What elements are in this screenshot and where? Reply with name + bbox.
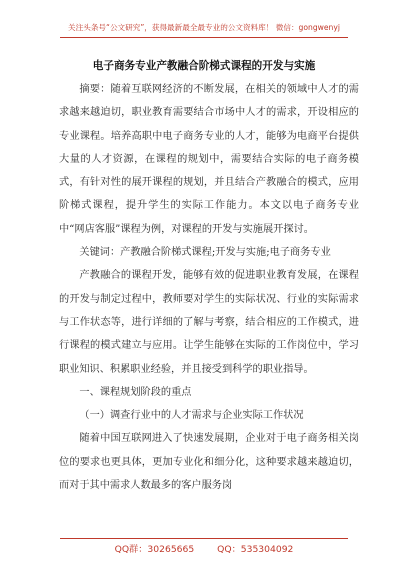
- footer-qq-contact: QQ：535304092: [217, 544, 294, 555]
- footer-divider: [60, 538, 348, 539]
- header-divider: [60, 37, 348, 38]
- document-title: 电子商务专业产教融合阶梯式课程的开发与实施: [92, 60, 316, 72]
- document-body: [59, 78, 359, 497]
- header-banner: 关注头条号“公文研究”，获得最新最全最专业的公文资料库！ 微信：gongwenyj: [68, 23, 340, 32]
- abstract-paragraph: 摘要：随着互联网经济的不断发展，在相关的领域中人才的需求越来越迫切，职业教育需要结合市场中人才的需求，开设相应的专业课程。培养高职中电子商务专业的人才，能够为电商平台提供大量的人才资源，在课程的规划中，需要结合实际的电子商务模式，有针对性的展开课程的规划，并且结合产教融合的模式，应用阶梯式课程，提升学生的实际工作能力。本文以电子商务专业中“网店客服”课程为例，对课程的开发与实施展开探讨。: [59, 84, 359, 235]
- footer-qq-group: QQ群：30265665: [114, 544, 195, 555]
- subsection-heading: （一）调查行业中的人才需求与企业实际工作状况: [79, 410, 304, 422]
- footer: [0, 541, 408, 555]
- body-paragraph: 随着中国互联网进入了快速发展期，企业对于电子商务相关岗位的要求也更具体，更加专业化和细分化，这种要求越来越迫切，而对于其中需求人数最多的客户服务岗: [59, 433, 359, 492]
- section-heading: 一、课程规划阶段的重点: [79, 386, 192, 398]
- keywords-paragraph: 关键词：产教融合阶梯式课程;开发与实施;电子商务专业: [79, 247, 331, 259]
- intro-paragraph: 产教融合的课程开发，能够有效的促进职业教育发展，在课程的开发与制定过程中，教师要对学生的实际状况、行业的实际需求与工作状态等，进行详细的了解与考察，结合相应的工作模式，进行课程的模式建立与应用。让学生能够在实际的工作岗位中，学习职业知识、积累职业经验，并且接受到科学的职业指导。: [59, 270, 359, 375]
